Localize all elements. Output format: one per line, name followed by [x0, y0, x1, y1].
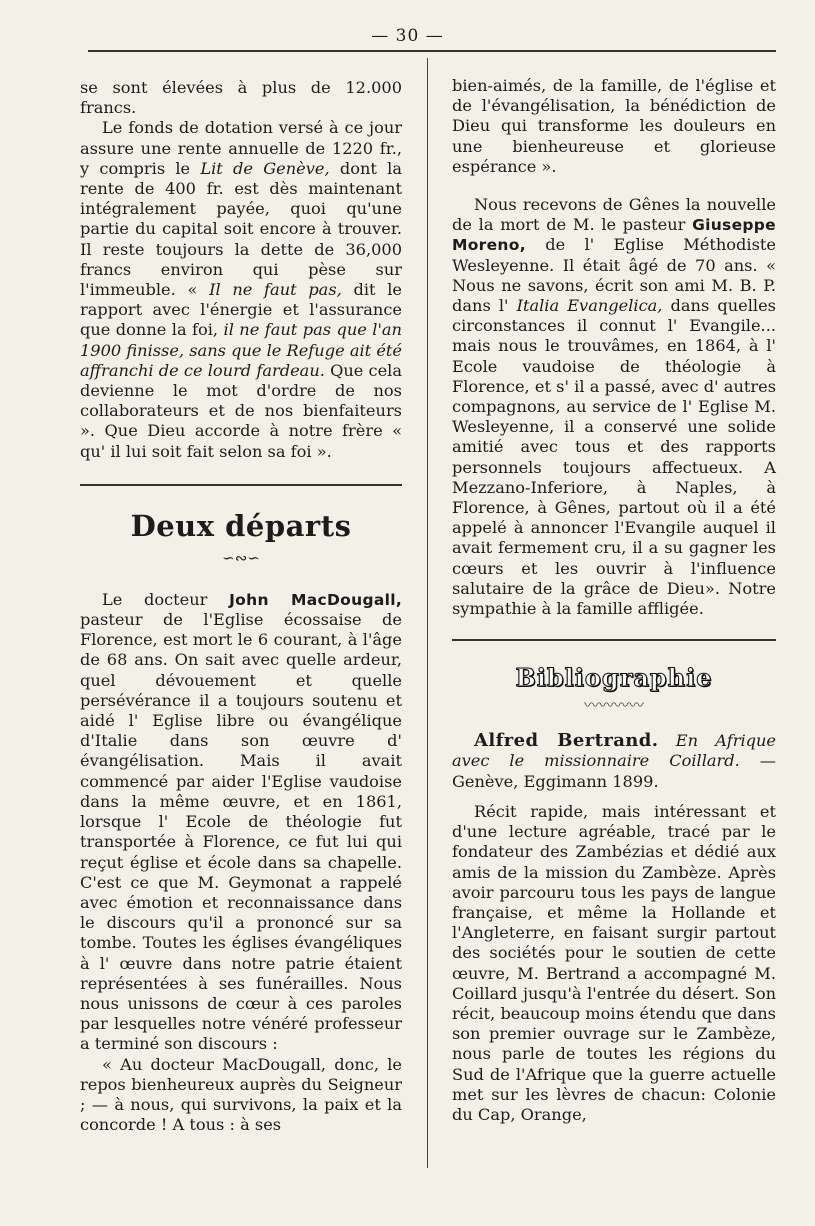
italic-quote-2: il ne faut pas que l'an 1900 finisse, sans que le Refuge ait été affranchi de ce lourd fardeau.: [80, 320, 402, 380]
bibliography-entry: [452, 731, 776, 792]
book-publication: — Genève, Eggimann 1899.: [452, 751, 776, 791]
text-segment: dont la rente de 400 fr. est dès maintenant intégralement payée, quoi qu'une partie du capital soit encore à trouver. Il reste toujours la dette de 36,000 francs environ qui pèse sur l'immeuble. «: [80, 158, 402, 300]
italic-quote-1: Il ne faut pas,: [209, 280, 342, 300]
book-title: En Afrique avec le missionnaire Coillard.: [452, 731, 776, 771]
italic-lit-de-geneve: Lit de Genève,: [200, 158, 330, 178]
text-segment: dit le rapport avec l'énergie et l'assurance que donne la foi,: [80, 280, 402, 340]
paragraph-macdougall: [80, 590, 402, 1055]
text-segment: pasteur de l'Eglise écossaise de Florence, est mort le 6 courant, à l'âge de 68 ans. On sait avec quelle ardeur, quel dévouement et quelle persévérance il a toujours soutenu et aidé l' Eglise libre ou évangélique d'Italie dans son œuvre d' évangélisation. Mais il avait commencé par aider l'Eglise vaudoise dans la même œuvre, et en 1861, lorsque l' Ecole de théologie fut transportée à Florence, ce fut lui qui reçut église et école dans sa chapelle. C'est ce que M. Geymonat a rappelé avec émotion et reconnaissance dans le discours qu'il a prononcé sur sa tombe. Toutes les églises évangéliques à l' œuvre dans notre patrie étaient représentées à ses funérailles. Nous nous unissons de cœur à ces paroles par lesquelles notre vénéré professeur a terminé son discours :: [80, 610, 402, 1054]
paragraph-quote: « Au docteur MacDougall, donc, le repos bienheureux auprès du Seigneur ; — à nous, qui survivons, la paix et la concorde ! A tous : à ses: [80, 1054, 402, 1135]
text-segment: Que cela devienne le mot d'ordre de nos collaborateurs et de nos bienfaiteurs ». Que Dieu accorde à notre frère « qu' il lui soit fait selon sa foi ».: [80, 360, 402, 461]
ornament-divider: ∽∾∽: [222, 548, 260, 567]
paragraph-dotation: [80, 118, 402, 461]
page-number: — 30 —: [371, 26, 444, 46]
book-author: Alfred Bertrand.: [474, 730, 659, 752]
text-segment: de l' Eglise Méthodiste Wesleyenne. Il était âgé de 70 ans. « Nous ne savons, écrit son ami M. B. P. dans l': [452, 235, 776, 316]
ornament-divider: 〰〰〰〰: [583, 696, 644, 715]
column-divider: [427, 58, 428, 1168]
paragraph-moreno: [452, 195, 776, 619]
header-rule: [88, 50, 776, 52]
text-segment: dans quelles circonstances il connut l' Evangile... mais nous le trouvâmes, en 1864, à l' Ecole vaudoise de théologie à Florence, et s' il a passé, avec d' autres compagnons, au service de l' Eglise M. Wesleyenne, il a conservé une solide amitié avec tous et des rapports personnels toujours affectueux. A Mezzano-Inferiore, à Naples, à Florence, à Gênes, partout où il a été appelé à annoncer l'Evangile auquel il avait fermement cru, il a su gagner les cœurs et les ouvrir à l'influence salutaire de la grâce de Dieu». Notre sympathie à la famille affligée.: [452, 296, 776, 619]
person-name-macdougall: John MacDougall,: [229, 590, 403, 609]
section-title-deux-departs: Deux départs: [130, 508, 352, 543]
right-column: [452, 76, 776, 1125]
section-title-bibliographie: Bibliographie: [515, 663, 713, 693]
person-name-moreno: Giuseppe Moreno,: [452, 216, 776, 255]
paragraph-continuation: se sont élevées à plus de 12.000 francs.: [80, 78, 402, 118]
text-segment: Le fonds de dotation versé à ce jour assure une rente annuelle de 1220 fr., y compris le: [80, 118, 402, 178]
text-segment: Le docteur: [102, 589, 230, 609]
paragraph-continuation: bien-aimés, de la famille, de l'église et de l'évangélisation, la bénédiction de Dieu qui transforme les douleurs en une bienheureuse et glorieuse espérance ».: [452, 76, 776, 176]
text-segment: Nous recevons de Gênes la nouvelle de la mort de M. le pasteur: [452, 195, 776, 235]
italic-italia-evangelica: Italia Evangelica,: [516, 296, 663, 316]
left-column: [80, 78, 402, 1135]
paragraph-review: Récit rapide, mais intéressant et d'une lecture agréable, tracé par le fondateur des Zambézias et dédié aux amis de la mission du Zambèze. Après avoir parcouru tous les pays de langue française, et même la Hollande et l'Angleterre, en faisant surgir partout des sociétés pour le soutien de cette œuvre, M. Bertrand a accompagné M. Coillard jusqu'à l'entrée du désert. Son récit, beaucoup moins étendu que dans son premier ouvrage sur le Zambèze, nous parle de toutes les régions du Sud de l'Afrique que la guerre actuelle met sur les lèvres de chacun: Colonie du Cap, Orange,: [452, 801, 776, 1124]
